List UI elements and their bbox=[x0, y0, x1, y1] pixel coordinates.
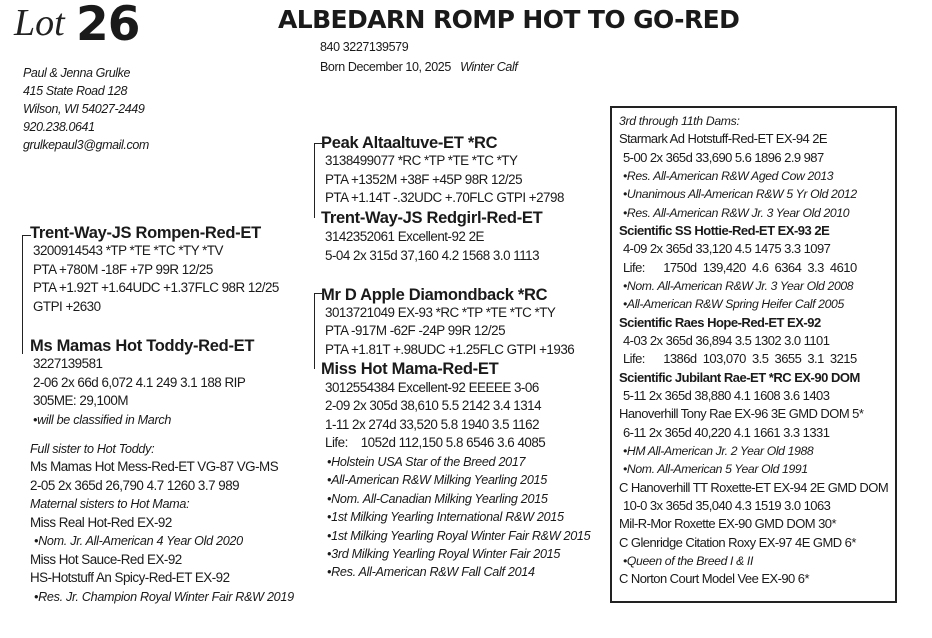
animal-id: 840 3227139579 bbox=[320, 40, 409, 54]
dams-box bbox=[610, 106, 897, 603]
maternal-granddam-name: Miss Hot Mama-Red-ET bbox=[321, 360, 499, 378]
dam-entry-name: C Hanoverhill TT Roxette-ET EX-94 2E GMD DOM bbox=[619, 480, 889, 495]
dam-entry-note: •Nom. All-American R&W Jr. 3 Year Old 2008 bbox=[623, 279, 854, 293]
sire-line: GTPI +2630 bbox=[33, 299, 101, 314]
dam-entry-life: Life: 1386d 103,070 3.5 3655 3.1 3215 bbox=[623, 351, 857, 366]
dam-entry-life: Life: 1750d 139,420 4.6 6364 3.3 4610 bbox=[623, 260, 857, 275]
dam-entry-record: 5-11 2x 365d 38,880 4.1 1608 3.6 1403 bbox=[623, 388, 830, 403]
maternal-sister-name: Miss Hot Sauce-Red EX-92 bbox=[30, 552, 182, 567]
paternal-granddam-line: 5-04 2x 315d 37,160 4.2 1568 3.0 1113 bbox=[325, 248, 540, 263]
dam-entry-name: Starmark Ad Hotstuff-Red-ET EX-94 2E bbox=[619, 131, 828, 146]
maternal-granddam-note: •Res. All-American R&W Fall Calf 2014 bbox=[327, 565, 535, 579]
dam-line: 3227139581 bbox=[33, 356, 103, 371]
life-record: 1052d 112,150 5.8 6546 3.6 4085 bbox=[360, 435, 546, 450]
maternal-granddam-note: •1st Milking Yearling Royal Winter Fair R&W 2015 bbox=[327, 529, 591, 543]
dam-entry-record: 6-11 2x 365d 40,220 4.1 1661 3.3 1331 bbox=[623, 425, 830, 440]
dam-entry-name: Scientific Jubilant Rae-ET *RC EX-90 DOM bbox=[619, 370, 860, 385]
dam-entry-note: •Res. All-American R&W Jr. 3 Year Old 2010 bbox=[623, 206, 850, 220]
birth-date bbox=[320, 58, 517, 76]
maternal-granddam-line: 2-09 2x 305d 38,610 5.5 2142 3.4 1314 bbox=[325, 398, 542, 413]
sire-line: PTA +780M -18F +7P 99R 12/25 bbox=[33, 262, 213, 277]
consignor-address2: Wilson, WI 54027-2449 bbox=[23, 102, 145, 116]
born-text: Born December 10, 2025 bbox=[320, 60, 451, 74]
consignor-phone: 920.238.0641 bbox=[23, 120, 95, 134]
dam-entry-note: •Unanimous All-American R&W 5 Yr Old 2012 bbox=[623, 187, 857, 201]
dam-entry-name: Hanoverhill Tony Rae EX-96 3E GMD DOM 5* bbox=[619, 406, 864, 421]
maternal-granddam-line: 1-11 2x 274d 33,520 5.8 1940 3.5 1162 bbox=[325, 417, 540, 432]
dam-entry-record: 10-0 3x 365d 35,040 4.3 1519 3.0 1063 bbox=[623, 498, 831, 513]
paternal-grandsire-line: 3138499077 *RC *TP *TE *TC *TY bbox=[325, 153, 518, 168]
consignor-email[interactable]: grulkepaul3@gmail.com bbox=[23, 138, 149, 152]
life-label: Life: bbox=[325, 435, 348, 450]
dam-entry-record: 4-09 2x 365d 33,120 4.5 1475 3.3 1097 bbox=[623, 241, 831, 256]
sire-line: PTA +1.92T +1.64UDC +1.37FLC 98R 12/25 bbox=[33, 280, 279, 295]
dam-entry-note: •HM All-American Jr. 2 Year Old 1988 bbox=[623, 444, 814, 458]
sire-parents-bracket bbox=[314, 143, 322, 218]
full-sister-heading: Full sister to Hot Toddy: bbox=[30, 442, 155, 456]
calf-class: Winter Calf bbox=[460, 60, 518, 74]
consignor-address1: 415 State Road 128 bbox=[23, 84, 128, 98]
page-title: ALBEDARN ROMP HOT TO GO-RED bbox=[278, 5, 740, 34]
maternal-granddam-note: •Holstein USA Star of the Breed 2017 bbox=[327, 455, 526, 469]
dam-entry-note: •Queen of the Breed I & II bbox=[623, 554, 753, 568]
maternal-granddam-note: •1st Milking Yearling International R&W 2015 bbox=[327, 510, 564, 524]
maternal-granddam-note: •Nom. All-Canadian Milking Yearling 2015 bbox=[327, 492, 548, 506]
maternal-grandsire-line: PTA -917M -62F -24P 99R 12/25 bbox=[325, 323, 506, 338]
dam-entry-record: 4-03 2x 365d 36,894 3.5 1302 3.0 1101 bbox=[623, 333, 830, 348]
paternal-grandsire-line: PTA +1352M +38F +45P 98R 12/25 bbox=[325, 172, 523, 187]
dam-line: 2-06 2x 66d 6,072 4.1 249 3.1 188 RIP bbox=[33, 375, 246, 390]
maternal-granddam-note: •3rd Milking Yearling Royal Winter Fair 2015 bbox=[327, 547, 561, 561]
dam-note: •will be classified in March bbox=[33, 413, 172, 427]
dams-box-title: 3rd through 11th Dams: bbox=[619, 114, 740, 128]
dam-entry-record: 5-00 2x 365d 33,690 5.6 1896 2.9 987 bbox=[623, 150, 824, 165]
dam-entry-name: C Glenridge Citation Roxy EX-97 4E GMD 6* bbox=[619, 535, 856, 550]
maternal-grandsire-name: Mr D Apple Diamondback *RC bbox=[321, 286, 548, 304]
dam-entry-name: Scientific Raes Hope-Red-ET EX-92 bbox=[619, 315, 821, 330]
sire-line: 3200914543 *TP *TE *TC *TY *TV bbox=[33, 243, 223, 258]
dam-entry-name: C Norton Court Model Vee EX-90 6* bbox=[619, 571, 809, 586]
maternal-sister-name: HS-Hotstuff An Spicy-Red-ET EX-92 bbox=[30, 570, 230, 585]
maternal-grandsire-line: PTA +1.81T +.98UDC +1.25FLC GTPI +1936 bbox=[325, 342, 575, 357]
maternal-sister-name: Miss Real Hot-Red EX-92 bbox=[30, 515, 172, 530]
maternal-granddam-note: •All-American R&W Milking Yearling 2015 bbox=[327, 473, 547, 487]
maternal-sister-note: •Res. Jr. Champion Royal Winter Fair R&W 2019 bbox=[34, 590, 294, 604]
maternal-granddam-line: 3012554384 Excellent-92 EEEEE 3-06 bbox=[325, 380, 539, 395]
dam-entry-note: •All-American R&W Spring Heifer Calf 2005 bbox=[623, 297, 844, 311]
dam-entry-name: Scientific SS Hottie-Red-ET EX-93 2E bbox=[619, 223, 830, 238]
consignor-name: Paul & Jenna Grulke bbox=[23, 66, 131, 80]
maternal-grandsire-line: 3013721049 EX-93 *RC *TP *TE *TC *TY bbox=[325, 305, 556, 320]
lot-number: 26 bbox=[76, 0, 140, 52]
dam-entry-name: Mil-R-Mor Roxette EX-90 GMD DOM 30* bbox=[619, 516, 836, 531]
maternal-sisters-heading: Maternal sisters to Hot Mama: bbox=[30, 497, 190, 511]
dam-name: Ms Mamas Hot Toddy-Red-ET bbox=[30, 337, 255, 355]
dam-entry-note: •Res. All-American R&W Aged Cow 2013 bbox=[623, 169, 834, 183]
full-sister-name: Ms Mamas Hot Mess-Red-ET VG-87 VG-MS bbox=[30, 459, 279, 474]
paternal-grandsire-name: Peak Altaaltuve-ET *RC bbox=[321, 134, 498, 152]
maternal-granddam-life bbox=[325, 434, 545, 453]
paternal-granddam-name: Trent-Way-JS Redgirl-Red-ET bbox=[321, 209, 543, 227]
dam-entry-note: •Nom. All-American 5 Year Old 1991 bbox=[623, 462, 808, 476]
lot-label: Lot bbox=[14, 2, 65, 44]
full-sister-record: 2-05 2x 365d 26,790 4.7 1260 3.7 989 bbox=[30, 478, 240, 493]
paternal-granddam-line: 3142352061 Excellent-92 2E bbox=[325, 229, 484, 244]
dam-line: 305ME: 29,100M bbox=[33, 393, 128, 408]
sire-name: Trent-Way-JS Rompen-Red-ET bbox=[30, 224, 261, 242]
maternal-sister-note: •Nom. Jr. All-American 4 Year Old 2020 bbox=[34, 534, 243, 548]
paternal-grandsire-line: PTA +1.14T -.32UDC +.70FLC GTPI +2798 bbox=[325, 190, 564, 205]
